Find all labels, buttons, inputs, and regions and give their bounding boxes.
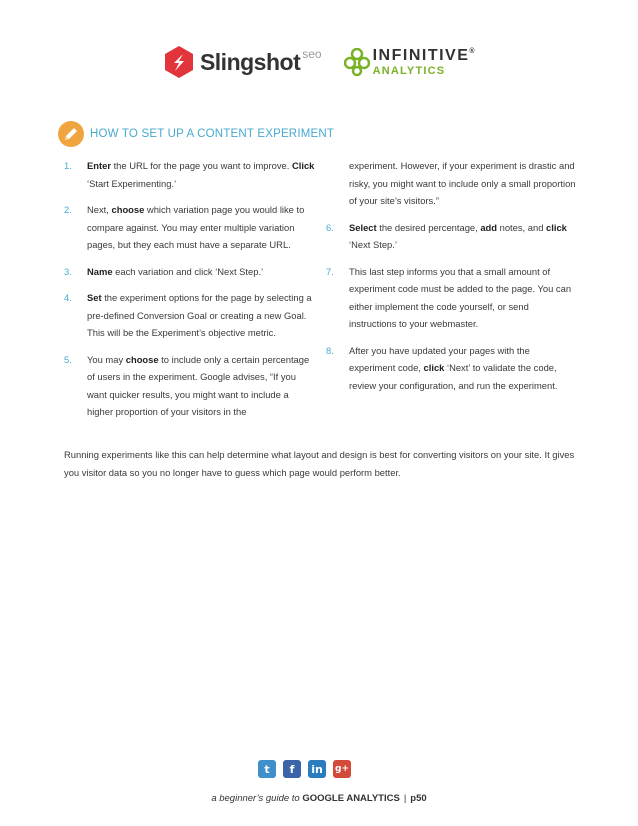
step-text: the URL for the page you want to improve. [110, 160, 292, 171]
footer-separator: | [403, 793, 407, 804]
infinitive-logo [344, 48, 476, 77]
step-item [326, 263, 576, 333]
social-links [258, 760, 351, 778]
step-text: the desired percentage, [376, 221, 481, 233]
step-keyword: Click [291, 160, 315, 171]
registered-mark: ® [469, 47, 477, 55]
step-text: Next, [87, 204, 112, 215]
facebook-icon[interactable]: f [283, 760, 301, 778]
section-title: HOW TO SET UP A CONTENT EXPERIMENT [90, 128, 335, 140]
step-text: to include only a certain percentage of users in the experiment. Google advises, “If you want quicker results, you might want to include a higher proportion of your visitors in the [87, 353, 310, 417]
step-number: 3. [64, 265, 72, 277]
infinitive-subtitle: ANALYTICS [372, 64, 446, 77]
twitter-icon[interactable]: t [258, 760, 276, 778]
infinitive-wordmark: INFINITIVE [372, 46, 470, 64]
step-text: After you have updated your pages with the experiment code, [349, 344, 530, 373]
step-text: This last step informs you that a small amount of experiment code must be added to the page. You can either implement the code yourself, or send instructions to your webmaster. [349, 265, 572, 329]
steps-column-right [326, 157, 576, 403]
step-item [64, 157, 316, 192]
step-keyword: Select [349, 221, 377, 233]
slingshot-wordmark: Slingshot [199, 48, 301, 75]
footer-brand: GOOGLE ANALYTICS [302, 793, 400, 804]
step-item [64, 201, 316, 254]
step-keyword: click [546, 221, 567, 233]
steps-column-left [64, 157, 316, 430]
step-item [64, 351, 316, 421]
logo-bar [0, 32, 638, 92]
summary-paragraph: Running experiments like this can help determine what layout and design is best for converting visitors on your site. It gives you visitor data so you no longer have to guess which page would perform better. [64, 449, 575, 478]
step-keyword: choose [125, 353, 159, 365]
infinitive-mark-icon [344, 48, 370, 76]
step-number: 4. [64, 292, 72, 303]
step-number: 5. [64, 353, 72, 365]
step-text: each variation and click ‘Next Step.’ [112, 265, 264, 277]
step-number: 8. [326, 344, 334, 356]
section-header [58, 121, 334, 147]
step-item [64, 289, 316, 342]
step-keyword: choose [111, 204, 145, 215]
step-text: ‘Next Step.’ [349, 239, 397, 250]
slingshot-seo-suffix: seo [302, 47, 322, 61]
page-number: p50 [410, 793, 427, 804]
step-keyword: click [423, 362, 445, 373]
linkedin-icon[interactable]: in [308, 760, 326, 778]
step-text: which variation page you would like to compare against. You may enter multiple variation pages, but they each must have a separate URL. [87, 204, 305, 250]
step-keyword: add [480, 221, 498, 233]
step-text: notes, and [497, 221, 547, 233]
step-item [326, 342, 576, 395]
step-number: 6. [326, 221, 334, 233]
step-keyword: Name [87, 265, 113, 277]
slingshot-mark-icon [162, 45, 196, 79]
step-continuation: experiment. However, if your experiment is drastic and risky, you might want to include only a small proportion of your site’s visitors.” [349, 160, 576, 206]
step-keyword: Enter [87, 160, 111, 171]
step-text: You may [87, 353, 126, 365]
page-footer [0, 793, 638, 804]
step-keyword: Set [87, 292, 102, 303]
googleplus-icon[interactable]: g+ [333, 760, 351, 778]
step-number: 2. [64, 204, 72, 215]
step-text: the experiment options for the page by selecting a pre-defined Conversion Goal or creating a new Goal. This will be the Experiment’s objective metric. [87, 292, 312, 338]
step-item [64, 263, 316, 281]
step-text: ‘Start Experimenting.’ [87, 177, 177, 189]
footer-prefix: a beginner’s guide to [211, 793, 303, 804]
step-number: 7. [326, 265, 334, 277]
pencil-icon [58, 121, 84, 147]
step-item [326, 219, 576, 254]
slingshot-logo [162, 45, 322, 79]
step-text: ‘Next’ to validate the code, review your configuration, and run the experiment. [349, 362, 558, 391]
step-number: 1. [64, 160, 72, 171]
